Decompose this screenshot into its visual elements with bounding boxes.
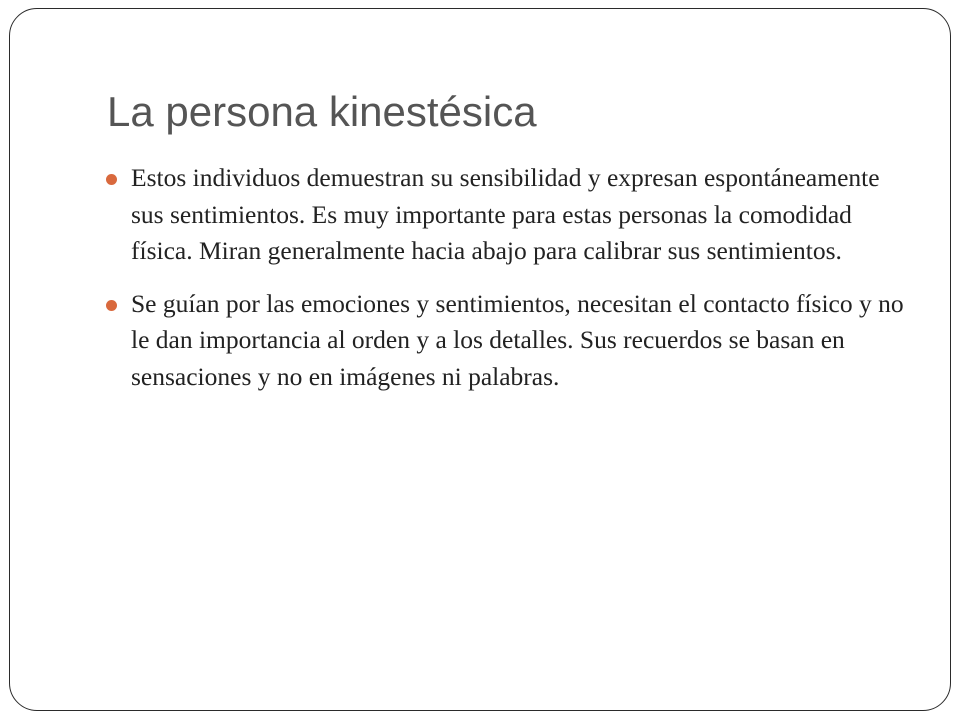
- slide-title: La persona kinestésica: [107, 88, 537, 135]
- bullet-text-2: Se guían por las emociones y sentimientos, necesitan el contacto físico y no le dan importancia al orden y a los detalles. Sus recuerdos se basan en sensaciones y no en imágenes ni palabras.: [131, 288, 904, 391]
- bullet-dot-icon: [106, 300, 117, 311]
- bullet-text-1: Estos individuos demuestran su sensibilidad y expresan espontáneamente sus sentimientos. Es muy importante para estas personas la comodidad física. Miran generalmente hacia abajo para calibrar sus sentimientos.: [131, 163, 880, 265]
- bullet-list: [106, 160, 906, 411]
- bullet-dot-icon: [106, 174, 117, 185]
- bullet-item-1: [106, 160, 906, 270]
- bullet-item-2: [106, 286, 906, 396]
